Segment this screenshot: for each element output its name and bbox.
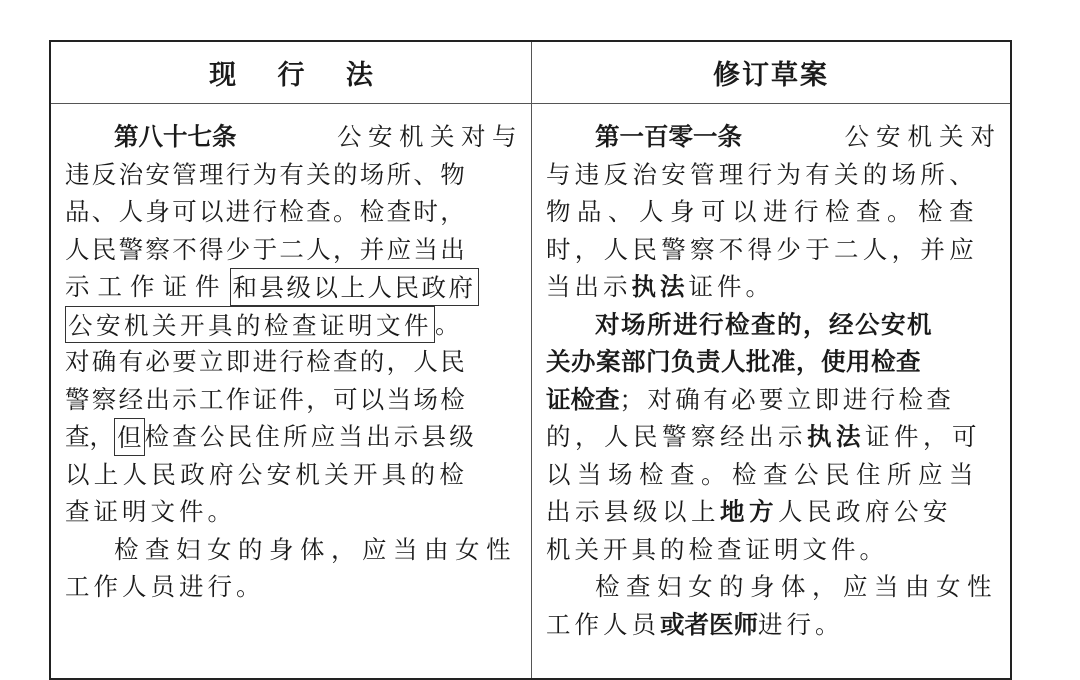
text-line (546, 118, 1002, 156)
text-fragment: 检查妇女的身体，应当由女性 (114, 534, 517, 564)
added-text: 地方 (720, 497, 778, 526)
text-line (546, 493, 1002, 531)
text-line (65, 193, 523, 231)
text-line (546, 306, 1002, 344)
added-text: 关办案部门负责人批准，使用检查 (546, 347, 921, 376)
text-line (546, 418, 1002, 456)
current-law-text (51, 104, 532, 678)
text-fragment: 查证明文件。 (65, 497, 236, 526)
text-line (546, 531, 1002, 569)
text-line (65, 268, 523, 306)
text-line (546, 231, 1002, 269)
text-line (546, 568, 1002, 606)
text-line (65, 231, 523, 269)
added-text: 或者医师 (660, 609, 758, 639)
text-line (65, 418, 523, 456)
text-fragment: 工作人员进行。 (65, 572, 265, 601)
text-fragment: 对确有必要立即进行检查的，人民 (65, 347, 467, 376)
added-text: 执法 (807, 422, 865, 451)
text-line (65, 531, 523, 569)
text-fragment: ；对确有必要立即进行检查 (619, 384, 955, 414)
text-fragment: 的，人民警察经出示 (546, 422, 807, 451)
text-line (546, 193, 1002, 231)
text-line (65, 118, 523, 156)
text-line (546, 381, 1002, 419)
text-fragment: 警察经出示工作证件，可以当场检 (65, 384, 467, 414)
text-fragment: 出示县级以上 (546, 497, 720, 526)
article-number: 第一百零一条 (595, 122, 742, 151)
text-fragment: 检查公民住所应当出示县级 (144, 422, 477, 451)
text-line (546, 606, 1002, 644)
text-line (546, 343, 1002, 381)
text-fragment: 以上人民政府公安机关开具的检 (65, 459, 469, 489)
text-line (65, 568, 523, 606)
text-fragment: 公安机关对 (844, 122, 1002, 151)
text-line (65, 343, 523, 381)
text-fragment: 证件。 (688, 272, 774, 301)
text-fragment: 人民警察不得少于二人，并应当出 (65, 234, 467, 264)
text-fragment: 与违反治安管理行为有关的场所、 (546, 159, 978, 189)
text-fragment: 证件，可 (865, 422, 981, 451)
draft-text (532, 104, 1010, 678)
highlighted-deletion: 和县级以上人民政府 (230, 268, 479, 306)
text-line (65, 381, 523, 419)
text-fragment: 公安机关对与 (337, 122, 523, 151)
text-fragment: 物品、人身可以进行检查。检查 (546, 197, 980, 226)
text-fragment: 。 (435, 309, 460, 339)
text-fragment: 检查妇女的身体，应当由女性 (595, 572, 998, 601)
text-line (65, 456, 523, 494)
text-line (546, 156, 1002, 194)
highlighted-deletion: 但 (114, 418, 145, 456)
header-draft: 修订草案 (532, 42, 1010, 104)
text-fragment: 当出示 (546, 272, 632, 301)
header-current-law: 现 行 法 (51, 42, 532, 104)
text-fragment: 机关开具的检查证明文件。 (546, 534, 888, 564)
text-line (65, 493, 523, 531)
added-text: 执法 (631, 272, 689, 301)
text-fragment: 示工作证件 (65, 272, 228, 301)
added-text: 对场所进行检查的，经公安机 (595, 309, 933, 339)
added-text: 证检查 (546, 384, 620, 414)
text-line (65, 306, 523, 344)
text-fragment: 工作人员 (546, 609, 660, 639)
text-fragment: 查， (65, 422, 114, 451)
comparison-table (49, 40, 1012, 680)
text-line (546, 456, 1002, 494)
highlighted-deletion: 公安机关开具的检查证明文件 (65, 306, 435, 344)
text-line (546, 268, 1002, 306)
text-fragment: 进行。 (758, 609, 844, 639)
article-number: 第八十七条 (114, 122, 237, 151)
text-line (65, 156, 523, 194)
text-fragment: 违反治安管理行为有关的场所、物 (65, 159, 467, 189)
text-fragment: 品、人身可以进行检查。检查时， (65, 197, 467, 226)
text-fragment: 以当场检查。检查公民住所应当 (546, 459, 980, 489)
text-fragment: 人民政府公安 (778, 497, 952, 526)
text-fragment: 时，人民警察不得少于二人，并应 (546, 234, 978, 264)
